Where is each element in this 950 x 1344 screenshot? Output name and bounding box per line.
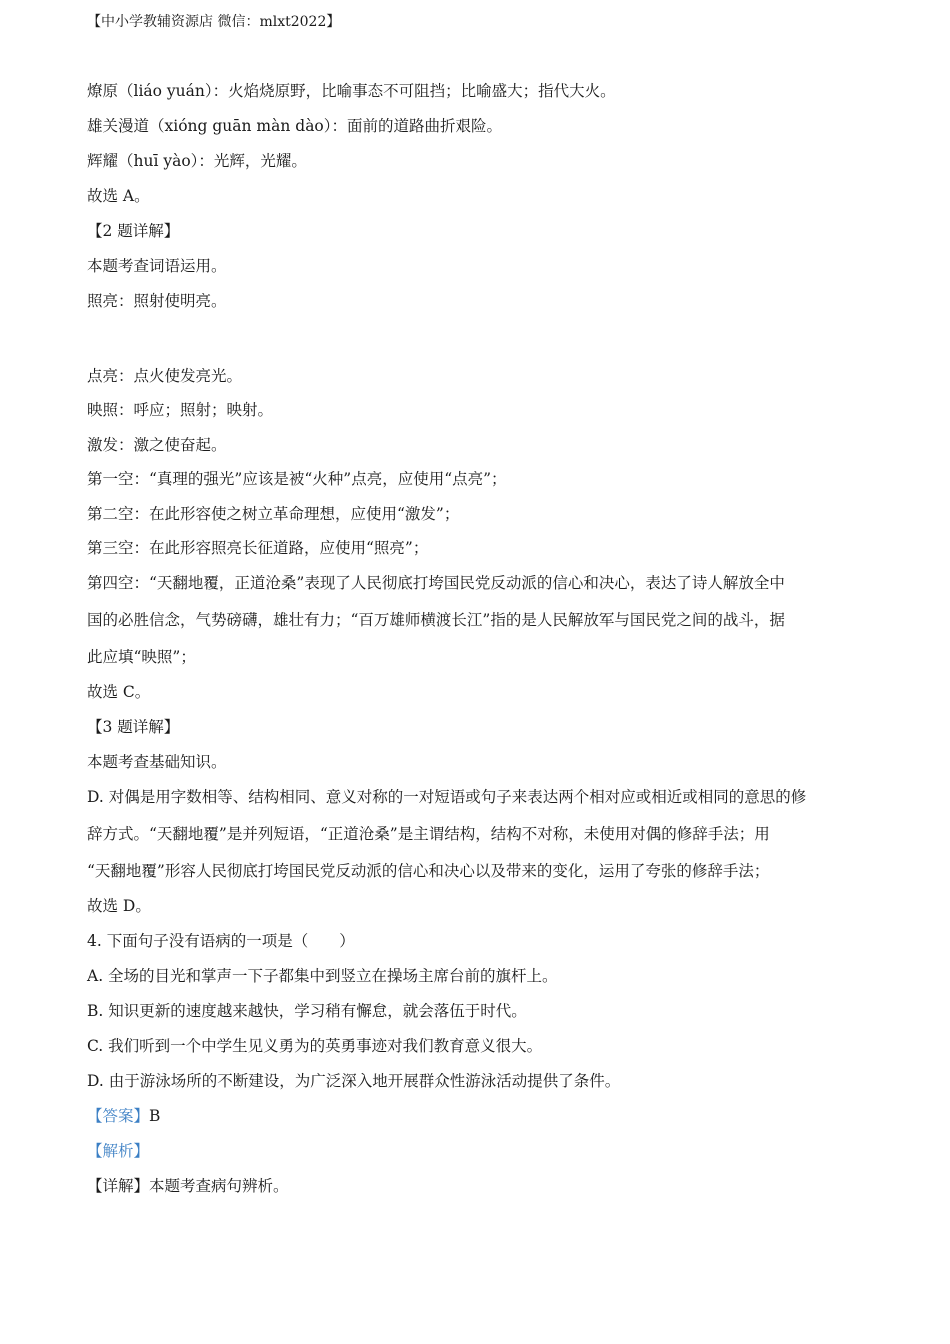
option-d: D. 由于游泳场所的不断建设，为广泛深入地开展群众性游泳活动提供了条件。 bbox=[87, 1072, 621, 1090]
answer-value: B bbox=[149, 1107, 161, 1125]
option-c: C. 我们听到一个中学生见义勇为的英勇事迹对我们教育意义很大。 bbox=[87, 1037, 543, 1055]
option-b: B. 知识更新的速度越来越快，学习稍有懈怠，就会落伍于时代。 bbox=[87, 1002, 527, 1020]
text-line: 第二空：在此形容使之树立革命理想，应使用“激发”； bbox=[87, 505, 460, 523]
answer-label: 【答案】 bbox=[87, 1107, 150, 1125]
text-line: 照亮：照射使明亮。 bbox=[87, 292, 227, 310]
text-line: 本题考查基础知识。 bbox=[87, 753, 227, 771]
text-line: 雄关漫道（xióng guān màn dào）：面前的道路曲折艰险。 bbox=[87, 117, 503, 135]
analysis-label: 【解析】 bbox=[87, 1142, 150, 1160]
text-line: 辞方式。“天翻地覆”是并列短语，“正道沧桑”是主谓结构，结构不对称，未使用对偶的修辞手法；用 bbox=[87, 825, 770, 843]
detail-line: 【详解】本题考查病句辨析。 bbox=[87, 1177, 289, 1195]
text-line: 此应填“映照”； bbox=[87, 648, 196, 666]
text-line: 燎原（liáo yuán）：火焰烧原野，比喻事态不可阻挡；比喻盛大；指代大火。 bbox=[87, 82, 616, 100]
text-line: D. 对偶是用字数相等、结构相同、意义对称的一对短语或句子来表达两个相对应或相近或相同的意思的修 bbox=[87, 788, 807, 806]
answer-line bbox=[87, 1104, 160, 1128]
text-line: 故选 C。 bbox=[87, 683, 151, 701]
text-line: 故选 D。 bbox=[87, 897, 151, 915]
option-a: A. 全场的目光和掌声一下子都集中到竖立在操场主席台前的旗杆上。 bbox=[87, 967, 558, 985]
text-line: 第三空：在此形容照亮长征道路，应使用“照亮”； bbox=[87, 539, 429, 557]
text-line: 映照：呼应；照射；映射。 bbox=[87, 401, 274, 419]
question-stem: 4. 下面句子没有语病的一项是（ ） bbox=[87, 932, 355, 950]
text-line: 第一空：“真理的强光”应该是被“火种”点亮，应使用“点亮”； bbox=[87, 470, 507, 488]
page-header: 【中小学教辅资源店 微信：mlxt2022】 bbox=[87, 14, 341, 30]
text-line: 辉耀（huī yào）：光辉，光耀。 bbox=[87, 152, 307, 170]
section-heading: 【2 题详解】 bbox=[87, 222, 180, 240]
text-line: “天翻地覆”形容人民彻底打垮国民党反动派的信心和决心以及带来的变化，运用了夸张的修辞手法； bbox=[87, 862, 770, 880]
text-line: 故选 A。 bbox=[87, 187, 150, 205]
text-line: 国的必胜信念，气势磅礴，雄壮有力；“百万雄师横渡长江”指的是人民解放军与国民党之间的战斗，据 bbox=[87, 611, 785, 629]
text-line: 第四空：“天翻地覆，正道沧桑”表现了人民彻底打垮国民党反动派的信心和决心，表达了诗人解放全中 bbox=[87, 574, 785, 592]
text-line: 点亮：点火使发亮光。 bbox=[87, 367, 243, 385]
text-line: 激发：激之使奋起。 bbox=[87, 436, 227, 454]
section-heading: 【3 题详解】 bbox=[87, 718, 180, 736]
text-line: 本题考查词语运用。 bbox=[87, 257, 227, 275]
